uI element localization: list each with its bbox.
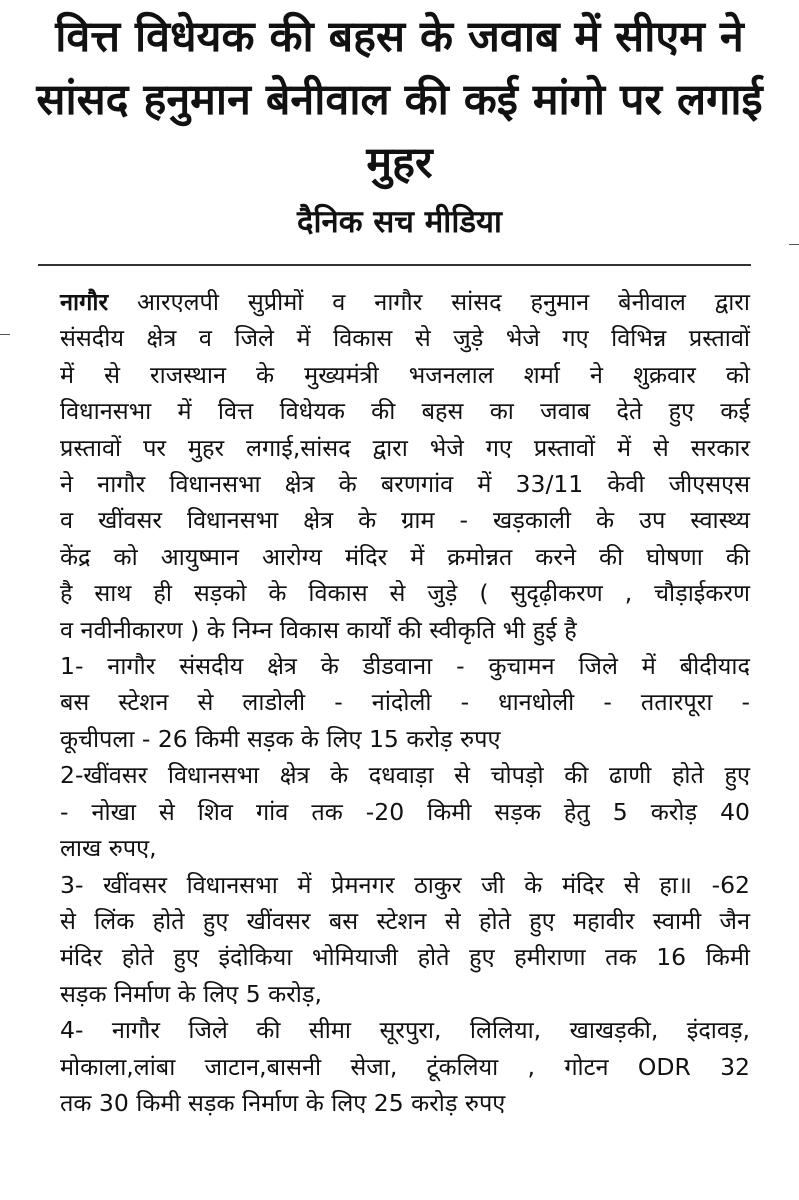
article-line: मंदिर होते हुए इंदोकिया भोमियाजी होते हुए हमीराणा तक 16 किमी bbox=[60, 943, 750, 972]
article-line: नागौर आरएलपी सुप्रीमों व नागौर सांसद हनुमान बेनीवाल द्वारा bbox=[60, 288, 750, 316]
article-line: तक 30 किमी सड़क निर्माण के लिए 25 करोड़ रुपए bbox=[60, 1088, 506, 1117]
byline: दैनिक सच मीडिया bbox=[297, 204, 502, 240]
article-line: मोकाला,लांबा जाटान,बासनी सेजा, टूंकलिया , गोटन ODR 32 bbox=[60, 1052, 750, 1081]
article-line: में से राजस्थान के मुख्यमंत्री भजनलाल शर्मा ने शुक्रवार को bbox=[60, 360, 750, 389]
article-line: ने नागौर विधानसभा क्षेत्र के बरणगांव में 33/11 केवी जीएसएस bbox=[60, 470, 750, 499]
article-line: 4- नागौर जिले की सीमा सूरपुरा, लिलिया, खाखड़की, इंदावड़, bbox=[60, 1016, 750, 1045]
article-body bbox=[60, 284, 750, 1121]
article-line: से लिंक होते हुए खींवसर बस स्टेशन से होते हुए महावीर स्वामी जैन bbox=[60, 906, 750, 935]
article-line: 1- नागौर संसदीय क्षेत्र के डीडवाना - कुचामन जिले में बीदीयाद bbox=[60, 652, 750, 681]
article-line: है साथ ही सड़को के विकास से जुड़े ( सुदृढ़ीकरण , चौड़ाईकरण bbox=[60, 579, 750, 608]
dateline: नागौर bbox=[60, 288, 109, 316]
divider-rule bbox=[38, 264, 751, 266]
margin-mark-right bbox=[789, 244, 799, 245]
article-line: कूचीपला - 26 किमी सड़क के लिए 15 करोड़ रुपए bbox=[60, 724, 501, 753]
article-line: संसदीय क्षेत्र व जिले में विकास से जुड़े भेजे गए विभिन्न प्रस्तावों bbox=[60, 324, 750, 353]
article-line: - नोखा से शिव गांव तक -20 किमी सड़क हेतु 5 करोड़ 40 bbox=[60, 797, 750, 826]
article-line: प्रस्तावों पर मुहर लगाई,सांसद द्वारा भेजे गए प्रस्तावों में से सरकार bbox=[60, 433, 750, 462]
article-line: केंद्र को आयुष्मान आरोग्य मंदिर में क्रमोन्नत करने की घोषणा की bbox=[60, 542, 750, 571]
article-line: विधानसभा में वित्त विधेयक की बहस का जवाब देते हुए कई bbox=[60, 397, 750, 426]
article-line: बस स्टेशन से लाडोली - नांदोली - धानधोली - ततारपूरा - bbox=[60, 688, 750, 717]
article-line: 3- खींवसर विधानसभा में प्रेमनगर ठाकुर जी के मंदिर से हा॥ -62 bbox=[60, 870, 750, 899]
article-line: सड़क निर्माण के लिए 5 करोड़, bbox=[60, 979, 322, 1008]
article-line: 2-खींवसर विधानसभा क्षेत्र के दधवाड़ा से चोपड़ो की ढाणी होते हुए bbox=[60, 761, 750, 790]
headline: वित्त विधेयक की बहस के जवाब में सीएम ने सांसद हनुमान बेनीवाल की कई मांगो पर लगाई मुहर bbox=[36, 12, 763, 188]
article-line: लाख रुपए, bbox=[60, 834, 157, 863]
article-line: व नवीनीकारण ) के निम्न विकास कार्यों की स्वीकृति भी हुई है bbox=[60, 615, 577, 644]
margin-mark-left bbox=[0, 334, 10, 335]
article-line: व खींवसर विधानसभा क्षेत्र के ग्राम - खड़काली के उप स्वास्थ्य bbox=[60, 506, 750, 535]
